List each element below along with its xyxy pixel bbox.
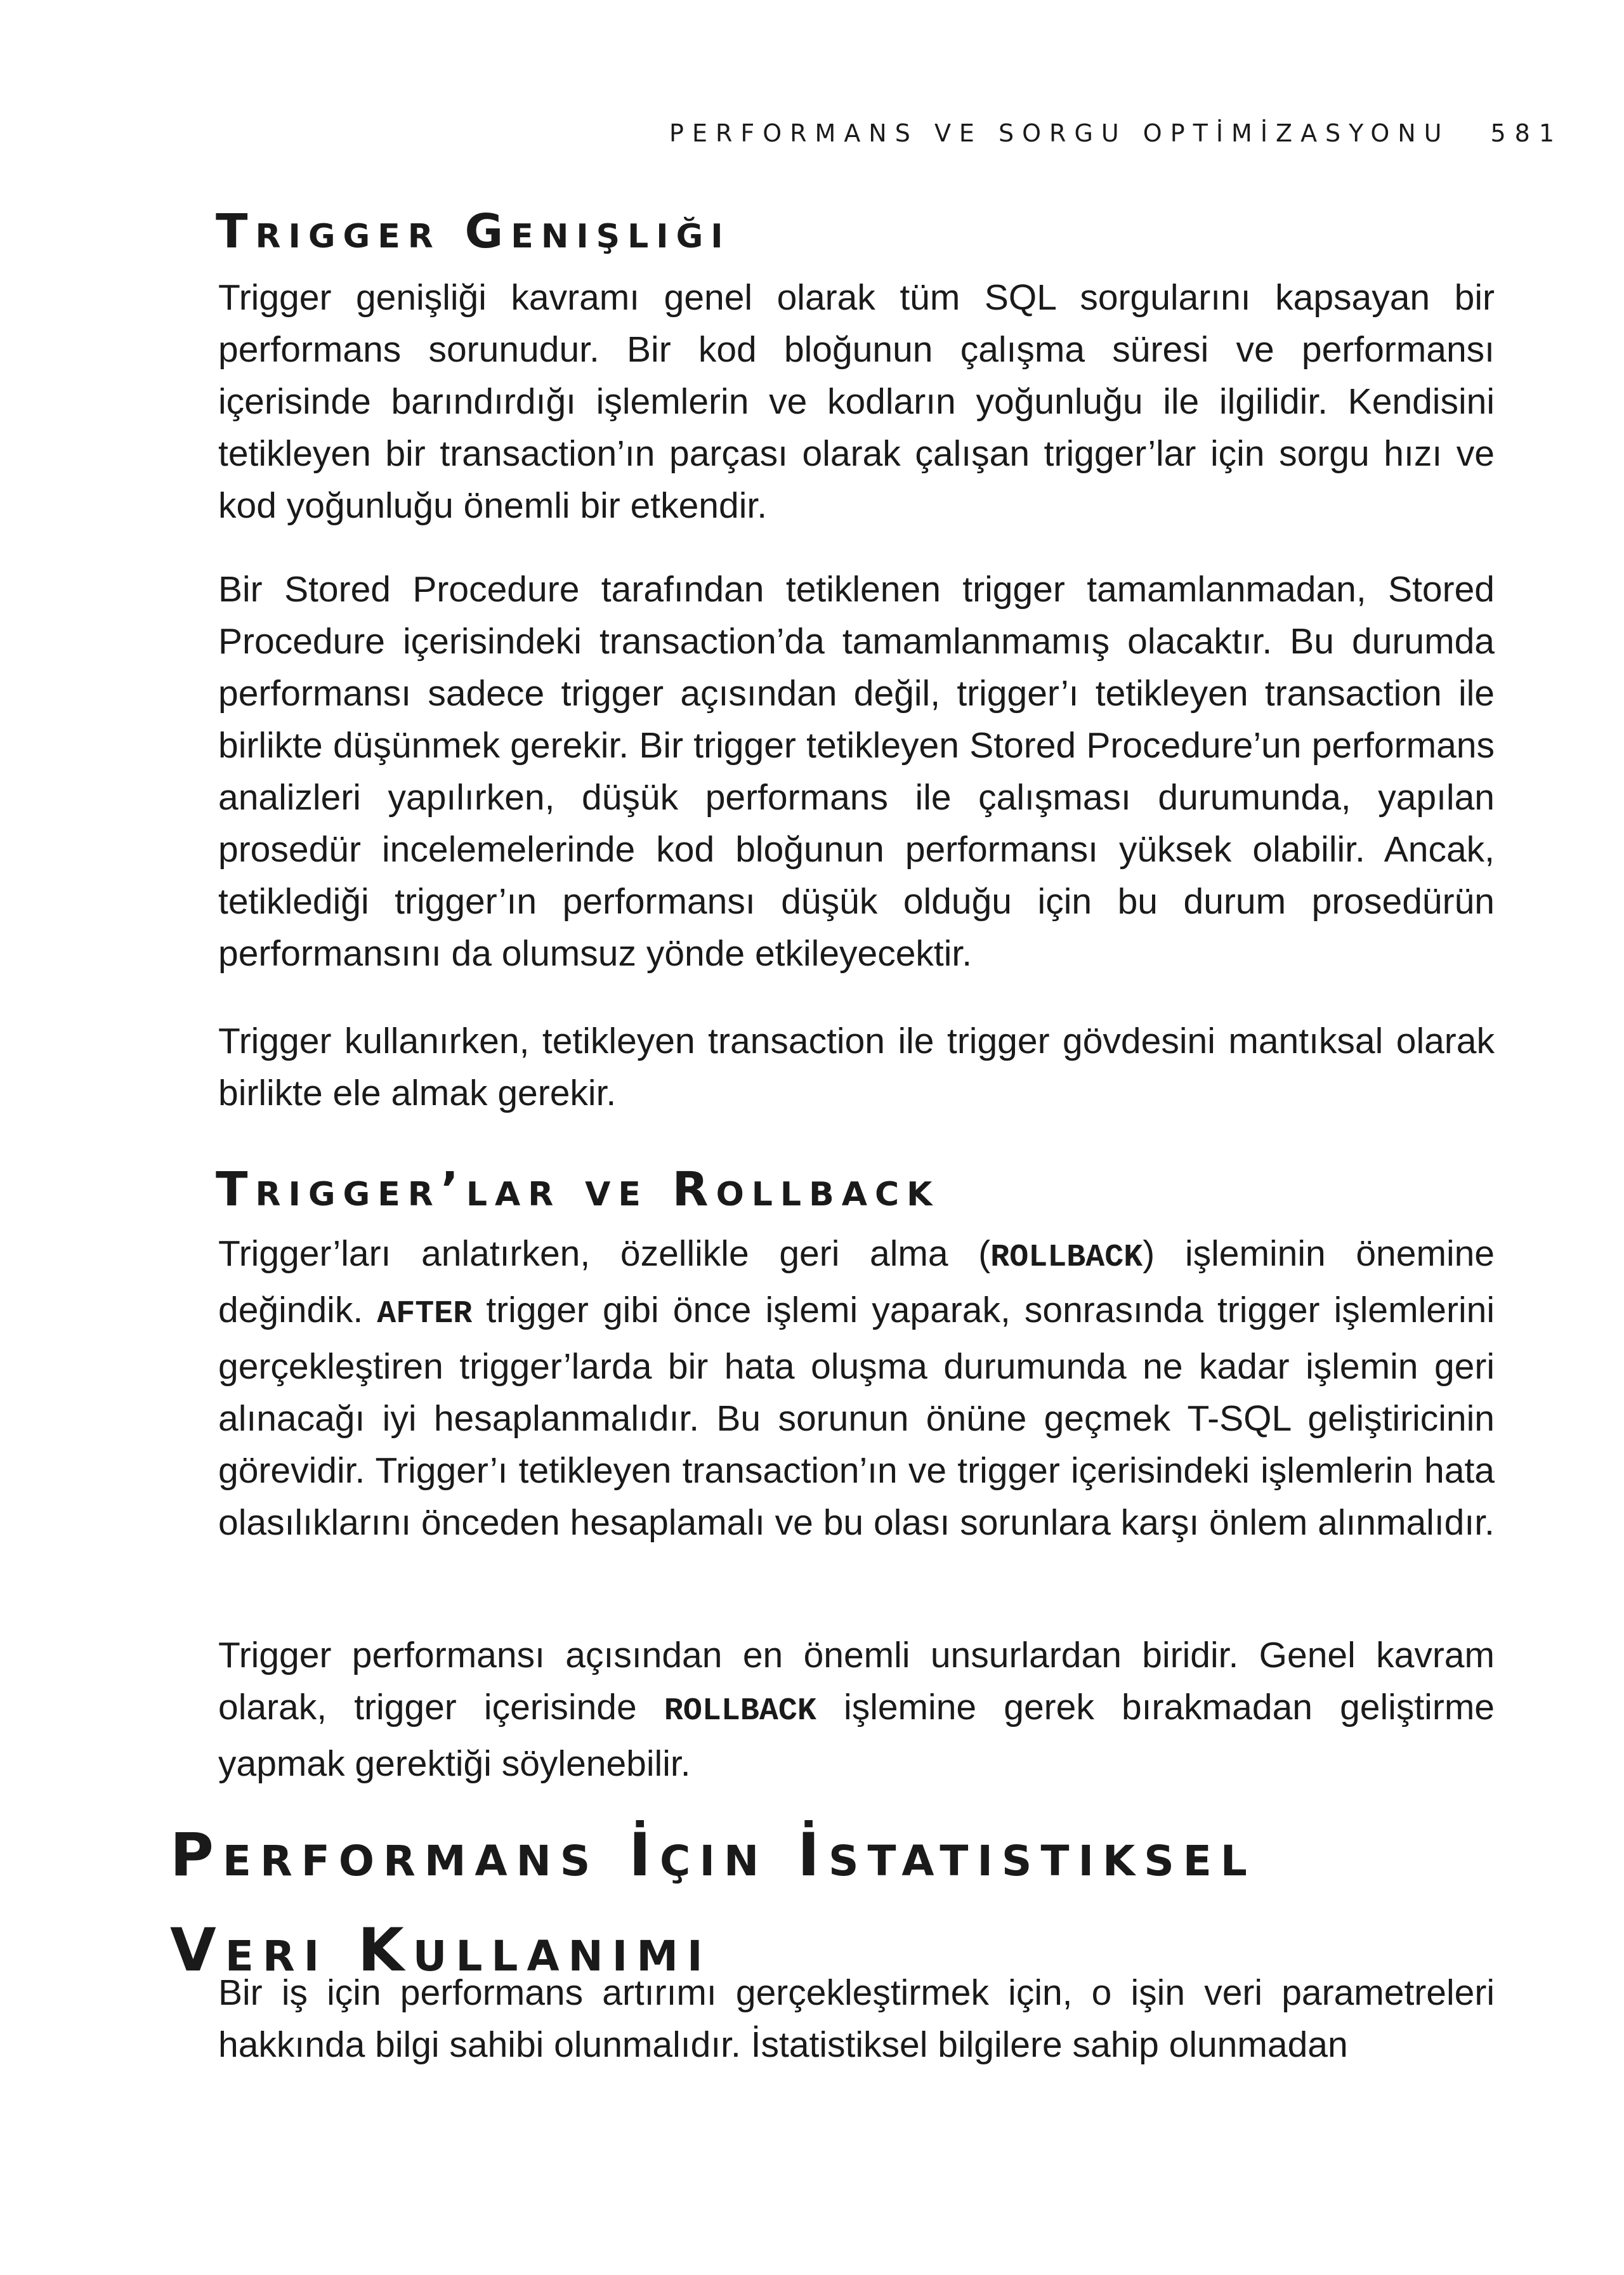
section-title-trigger-genisligi: Trigger Genişliği: [216, 204, 731, 259]
paragraph-rollback-2: [218, 1629, 1495, 1790]
running-title: PERFORMANS VE SORGU OPTİMİZASYONU: [669, 119, 1450, 147]
title-line: Veri Kullanımı: [170, 1916, 712, 1985]
code-rollback: ROLLBACK: [664, 1693, 816, 1729]
text-run: işlemine gerek bırakmadan geliştirme yapmak gerektiği söylenebilir.: [218, 1687, 1495, 1784]
paragraph-rollback-1: [218, 1228, 1495, 1549]
text-run: ) işleminin önemine değindik.: [218, 1233, 1495, 1330]
page-number: 581: [1490, 119, 1563, 147]
running-header: [669, 119, 1563, 147]
paragraph-trigger-genisligi-2: Bir Stored Procedure tarafından tetiklenen trigger tamamlanmadan, Stored Procedure içerisindeki transaction’da tamamlanmamış olacaktır. Bu durumda performansı sadece trigger açısından değil, trigger’ı tetikleyen transaction ile birlikte düşünmek gerekir. Bir trigger tetikleyen Stored Procedure’un performans analizleri yapılırken, düşük performans ile çalışması durumunda, yapılan prosedür incelemelerinde kod bloğunun performansı yüksek olabilir. Ancak, tetiklediği trigger’ın performansı düşük olduğu için bu durum prosedürün performansını da olumsuz yönde etkileyecektir.: [218, 569, 1495, 974]
section-title-trigger-rollback: Trigger’lar ve Rollback: [216, 1162, 940, 1217]
code-rollback: ROLLBACK: [990, 1240, 1143, 1276]
text-run: Trigger’ları anlatırken, özellikle geri alma (: [218, 1233, 991, 1274]
code-after: AFTER: [377, 1296, 473, 1332]
text-run: trigger gibi önce işlemi yaparak, sonrasında trigger işlemlerini gerçekleştiren trigger’larda bir hata oluşma durumunda ne kadar işlemin geri alınacağı iyi hesaplanmalıdır. Bu sorunun önüne geçmek T-SQL geliştiricinin görevidir. Trigger’ı tetikleyen transaction’ın ve trigger içerisindeki işlemlerin hata olasılıklarını önceden hesaplamalı ve bu olası sorunlara karşı önlem alınmalıdır.: [218, 1290, 1495, 1543]
paragraph-trigger-genisligi-3: Trigger kullanırken, tetikleyen transaction ile trigger gövdesini mantıksal olarak birlikte ele almak gerekir.: [218, 1021, 1495, 1113]
paragraph-trigger-genisligi-1: Trigger genişliği kavramı genel olarak tüm SQL sorgularını kapsayan bir performans sorunudur. Bir kod bloğunun çalışma süresi ve performansı içerisinde barındırdığı işlemlerin ve kodların yoğunluğu ile ilgilidir. Kendisini tetikleyen bir transaction’ın parçası olarak çalışan trigger’lar için sorgu hızı ve kod yoğunluğu önemli bir etkendir.: [218, 277, 1495, 526]
paragraph-istatistiksel: Bir iş için performans artırımı gerçekleştirmek için, o işin veri parametreleri hakkında bilgi sahibi olunmalıdır. İstatistiksel bilgilere sahip olunmadan: [218, 1972, 1495, 2065]
text-run: Trigger performansı açısından en önemli unsurlardan biridir. Genel kavram olarak, trigger içerisinde: [218, 1635, 1495, 1728]
title-line: Performans İçin İstatistiksel: [170, 1821, 1256, 1890]
